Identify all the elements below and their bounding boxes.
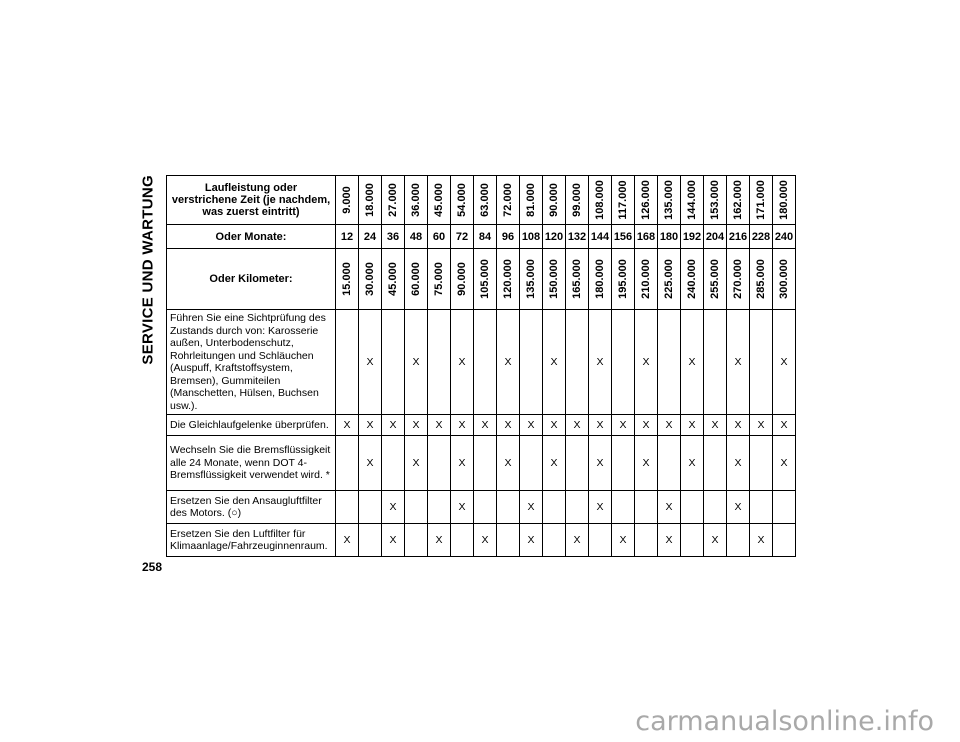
service-mark: [359, 491, 382, 524]
service-mark: X: [451, 415, 474, 436]
service-mark: X: [681, 310, 704, 415]
miles-col-header: [727, 176, 750, 225]
service-mark: X: [520, 524, 543, 557]
miles-value: 126.000: [640, 180, 652, 220]
service-mark: X: [681, 436, 704, 491]
service-mark: X: [681, 415, 704, 436]
service-mark: [520, 310, 543, 415]
km-col-header: [635, 249, 658, 310]
km-value: 240.000: [686, 259, 698, 299]
header-months-label: Oder Monate:: [167, 225, 336, 249]
service-mark: [336, 436, 359, 491]
km-value: 45.000: [387, 262, 399, 296]
service-mark: [543, 491, 566, 524]
miles-value: 90.000: [548, 183, 560, 217]
miles-value: 54.000: [456, 183, 468, 217]
months-value: 240: [773, 225, 796, 249]
miles-col-header: [704, 176, 727, 225]
task-description: Ersetzen Sie den Ansaugluftfilter des Motors. (○): [167, 491, 336, 524]
months-value: 156: [612, 225, 635, 249]
service-mark: [750, 436, 773, 491]
service-mark: [681, 491, 704, 524]
service-mark: X: [750, 524, 773, 557]
miles-value: 45.000: [433, 183, 445, 217]
service-mark: [405, 491, 428, 524]
table-row: [167, 524, 796, 557]
table-row: [167, 436, 796, 491]
task-description: Wechseln Sie die Bremsflüssigkeit alle 24 Monate, wenn DOT 4-Bremsflüssigkeit verwendet wird. *: [167, 436, 336, 491]
km-value: 60.000: [410, 262, 422, 296]
service-mark: [750, 310, 773, 415]
service-mark: [658, 436, 681, 491]
service-mark: X: [658, 524, 681, 557]
service-mark: [474, 310, 497, 415]
miles-value: 108.000: [594, 180, 606, 220]
km-col-header: [451, 249, 474, 310]
service-mark: X: [451, 436, 474, 491]
service-mark: [428, 491, 451, 524]
watermark: carmanualsonline.info: [635, 706, 934, 737]
months-value: 180: [658, 225, 681, 249]
miles-col-header: [336, 176, 359, 225]
header-miles-label: Laufleistung oder verstrichene Zeit (je nachdem, was zuerst eintritt): [167, 176, 336, 225]
miles-value: 135.000: [663, 180, 675, 220]
service-mark: X: [635, 310, 658, 415]
km-col-header: [612, 249, 635, 310]
months-value: 12: [336, 225, 359, 249]
km-value: 180.000: [594, 259, 606, 299]
service-mark: [451, 524, 474, 557]
km-col-header: [658, 249, 681, 310]
months-value: 204: [704, 225, 727, 249]
km-value: 105.000: [479, 259, 491, 299]
km-col-header: [382, 249, 405, 310]
km-value: 165.000: [571, 259, 583, 299]
service-mark: [428, 436, 451, 491]
miles-col-header: [773, 176, 796, 225]
service-mark: X: [520, 491, 543, 524]
km-value: 285.000: [755, 259, 767, 299]
months-value: 132: [566, 225, 589, 249]
table-row: [167, 310, 796, 415]
service-mark: X: [727, 491, 750, 524]
months-value: 96: [497, 225, 520, 249]
km-col-header: [704, 249, 727, 310]
service-mark: [704, 310, 727, 415]
service-mark: [497, 524, 520, 557]
km-value: 210.000: [640, 259, 652, 299]
miles-value: 180.000: [778, 180, 790, 220]
service-mark: [589, 524, 612, 557]
service-mark: X: [497, 415, 520, 436]
header-km-label: Oder Kilometer:: [167, 249, 336, 310]
km-value: 90.000: [456, 262, 468, 296]
km-col-header: [750, 249, 773, 310]
service-mark: [566, 436, 589, 491]
service-mark: X: [497, 436, 520, 491]
miles-col-header: [497, 176, 520, 225]
service-mark: [566, 491, 589, 524]
service-mark: X: [566, 524, 589, 557]
section-title: [138, 175, 158, 415]
km-col-header: [520, 249, 543, 310]
service-mark: X: [750, 415, 773, 436]
miles-value: 9.000: [341, 186, 353, 214]
miles-value: 36.000: [410, 183, 422, 217]
service-mark: X: [658, 415, 681, 436]
service-mark: X: [773, 436, 796, 491]
service-mark: X: [382, 524, 405, 557]
miles-value: 18.000: [364, 183, 376, 217]
service-mark: [543, 524, 566, 557]
service-mark: [474, 436, 497, 491]
miles-col-header: [543, 176, 566, 225]
service-mark: X: [589, 436, 612, 491]
km-value: 120.000: [502, 259, 514, 299]
service-mark: X: [704, 524, 727, 557]
miles-col-header: [750, 176, 773, 225]
service-mark: X: [658, 491, 681, 524]
months-value: 36: [382, 225, 405, 249]
service-mark: X: [336, 524, 359, 557]
service-mark: X: [451, 310, 474, 415]
miles-value: 27.000: [387, 183, 399, 217]
service-mark: X: [405, 415, 428, 436]
service-mark: [658, 310, 681, 415]
service-mark: X: [589, 310, 612, 415]
service-mark: [612, 310, 635, 415]
km-value: 135.000: [525, 259, 537, 299]
service-mark: [382, 436, 405, 491]
service-mark: [336, 491, 359, 524]
miles-col-header: [635, 176, 658, 225]
service-mark: [336, 310, 359, 415]
miles-col-header: [520, 176, 543, 225]
service-mark: X: [405, 310, 428, 415]
service-mark: X: [773, 415, 796, 436]
months-value: 24: [359, 225, 382, 249]
km-col-header: [359, 249, 382, 310]
service-mark: [681, 524, 704, 557]
months-value: 228: [750, 225, 773, 249]
service-mark: X: [451, 491, 474, 524]
service-mark: X: [382, 491, 405, 524]
service-mark: X: [474, 524, 497, 557]
months-value: 120: [543, 225, 566, 249]
miles-value: 99.000: [571, 183, 583, 217]
miles-value: 153.000: [709, 180, 721, 220]
km-value: 150.000: [548, 259, 560, 299]
service-mark: X: [727, 436, 750, 491]
km-col-header: [681, 249, 704, 310]
table-row: [167, 415, 796, 436]
service-mark: X: [773, 310, 796, 415]
service-mark: X: [382, 415, 405, 436]
service-mark: X: [589, 491, 612, 524]
km-col-header: [773, 249, 796, 310]
page-number: 258: [142, 560, 163, 574]
miles-value: 81.000: [525, 183, 537, 217]
km-value: 300.000: [778, 259, 790, 299]
service-mark: [704, 491, 727, 524]
miles-col-header: [382, 176, 405, 225]
km-value: 225.000: [663, 259, 675, 299]
miles-value: 72.000: [502, 183, 514, 217]
header-row-km: [167, 249, 796, 310]
service-mark: X: [428, 524, 451, 557]
miles-col-header: [681, 176, 704, 225]
service-mark: X: [543, 415, 566, 436]
miles-value: 162.000: [732, 180, 744, 220]
miles-col-header: [428, 176, 451, 225]
months-value: 168: [635, 225, 658, 249]
service-mark: X: [520, 415, 543, 436]
service-mark: [405, 524, 428, 557]
months-value: 216: [727, 225, 750, 249]
miles-col-header: [612, 176, 635, 225]
service-mark: [428, 310, 451, 415]
miles-col-header: [474, 176, 497, 225]
task-description: Ersetzen Sie den Luftfilter für Klimaanlage/Fahrzeuginnenraum.: [167, 524, 336, 557]
service-mark: X: [497, 310, 520, 415]
km-col-header: [336, 249, 359, 310]
km-col-header: [474, 249, 497, 310]
miles-col-header: [359, 176, 382, 225]
service-mark: X: [727, 310, 750, 415]
km-value: 30.000: [364, 262, 376, 296]
service-mark: [773, 524, 796, 557]
km-value: 195.000: [617, 259, 629, 299]
service-mark: X: [635, 415, 658, 436]
months-value: 192: [681, 225, 704, 249]
km-value: 255.000: [709, 259, 721, 299]
km-value: 15.000: [341, 262, 353, 296]
miles-value: 63.000: [479, 183, 491, 217]
table-row: [167, 491, 796, 524]
service-mark: X: [543, 310, 566, 415]
maintenance-schedule-table: [166, 175, 796, 557]
service-mark: [566, 310, 589, 415]
miles-col-header: [589, 176, 612, 225]
months-value: 108: [520, 225, 543, 249]
miles-value: 144.000: [686, 180, 698, 220]
task-description: Die Gleichlaufgelenke überprüfen.: [167, 415, 336, 436]
service-mark: X: [474, 415, 497, 436]
service-mark: X: [405, 436, 428, 491]
header-row-miles: [167, 176, 796, 225]
km-value: 270.000: [732, 259, 744, 299]
service-mark: [704, 436, 727, 491]
service-mark: X: [543, 436, 566, 491]
service-mark: X: [727, 415, 750, 436]
service-mark: [474, 491, 497, 524]
miles-value: 171.000: [755, 180, 767, 220]
service-mark: X: [359, 436, 382, 491]
km-col-header: [589, 249, 612, 310]
service-mark: X: [428, 415, 451, 436]
km-value: 75.000: [433, 262, 445, 296]
months-value: 84: [474, 225, 497, 249]
service-mark: [497, 491, 520, 524]
section-title-text: SERVICE UND WARTUNG: [139, 175, 157, 365]
km-col-header: [566, 249, 589, 310]
service-mark: [382, 310, 405, 415]
service-mark: [750, 491, 773, 524]
months-value: 60: [428, 225, 451, 249]
km-col-header: [727, 249, 750, 310]
service-mark: X: [566, 415, 589, 436]
service-mark: X: [612, 524, 635, 557]
service-mark: [612, 436, 635, 491]
miles-col-header: [658, 176, 681, 225]
service-mark: [612, 491, 635, 524]
km-col-header: [428, 249, 451, 310]
service-mark: X: [612, 415, 635, 436]
service-mark: [727, 524, 750, 557]
service-mark: [635, 524, 658, 557]
months-value: 72: [451, 225, 474, 249]
service-mark: [520, 436, 543, 491]
miles-col-header: [405, 176, 428, 225]
header-row-months: [167, 225, 796, 249]
service-mark: X: [359, 415, 382, 436]
months-value: 48: [405, 225, 428, 249]
service-mark: [635, 491, 658, 524]
service-mark: [773, 491, 796, 524]
service-mark: [359, 524, 382, 557]
service-mark: X: [589, 415, 612, 436]
task-description: Führen Sie eine Sichtprüfung des Zustands durch von: Karosserie außen, Unterbodenschutz, Rohrleitungen und Schläuchen (Auspuff, Kraftstoffsystem, Bremsen), Gummiteilen (Manschetten, Hülsen, Buchsen usw.).: [167, 310, 336, 415]
service-mark: X: [635, 436, 658, 491]
service-mark: X: [704, 415, 727, 436]
miles-col-header: [451, 176, 474, 225]
miles-col-header: [566, 176, 589, 225]
km-col-header: [497, 249, 520, 310]
km-col-header: [543, 249, 566, 310]
service-mark: X: [359, 310, 382, 415]
km-col-header: [405, 249, 428, 310]
months-value: 144: [589, 225, 612, 249]
service-mark: X: [336, 415, 359, 436]
miles-value: 117.000: [617, 180, 629, 220]
